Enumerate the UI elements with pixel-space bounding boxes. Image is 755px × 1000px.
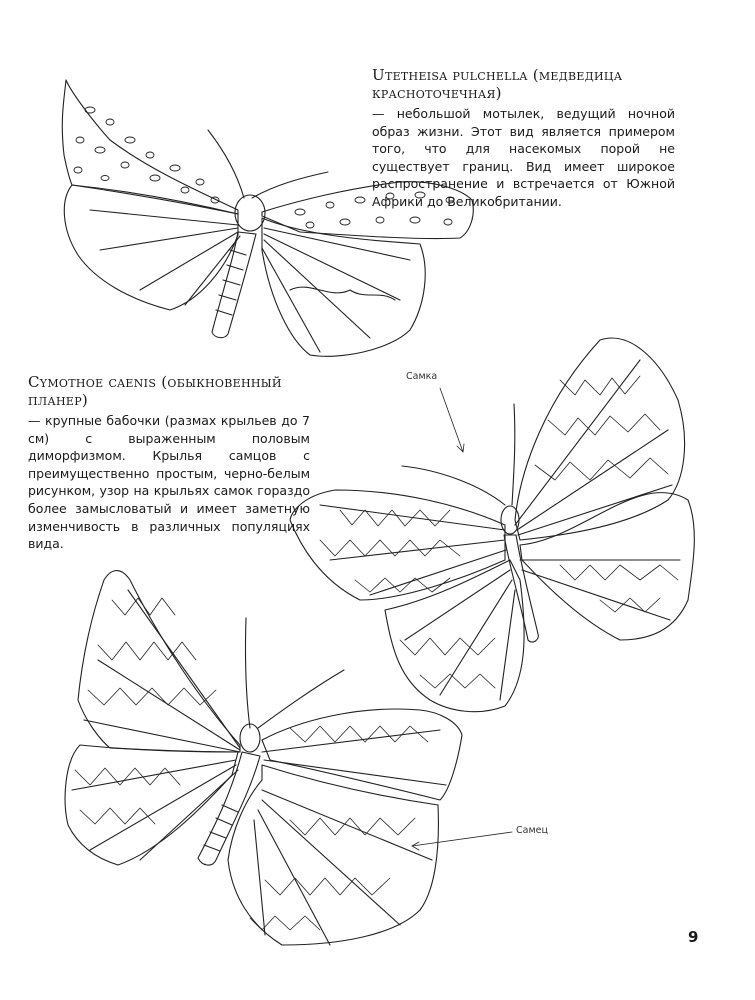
species-description-utetheisa: — небольшой мотылек, ведущий ночной образ жизни. Этот вид является примером того, что для насекомых порой не существует границ. Вид имеет широкое распространение и встречается от Южной Африки до Великобритании.: [372, 106, 675, 209]
male-right-forewing: [262, 709, 462, 800]
butterfly-female-drawing: [290, 338, 694, 712]
female-right-hindwing: [520, 493, 694, 640]
female-left-forewing: [290, 490, 505, 600]
page-number: 9: [688, 928, 699, 946]
species-block-cymothoe: [28, 373, 310, 553]
female-forewing: [515, 338, 685, 540]
moth-right-hindwing: [262, 218, 425, 356]
callout-arrows: [412, 388, 512, 850]
species-description-cymothoe: — крупные бабочки (размах крыльев до 7 см) с выраженным половым диморфизмом. Крылья самцов с преимущественно простым, черно-белым рисунком, узор на крыльях самок гораздо более замысловатый и имеет заметную изменчивость в различных популяциях вида.: [28, 413, 310, 552]
callout-label-male: Самец: [516, 825, 548, 836]
species-block-utetheisa: [372, 66, 675, 211]
moth-left-forewing: [62, 80, 238, 214]
butterfly-male-drawing: [65, 571, 462, 945]
species-title-cymothoe: Cymothoe caenis (обыкновенный планер): [28, 373, 282, 409]
species-title-utetheisa: Utetheisa pulchella (медведица красноточечная): [372, 66, 623, 102]
male-left-forewing: [78, 571, 240, 752]
male-left-hindwing: [65, 745, 238, 865]
callout-label-female: Самка: [406, 371, 438, 382]
